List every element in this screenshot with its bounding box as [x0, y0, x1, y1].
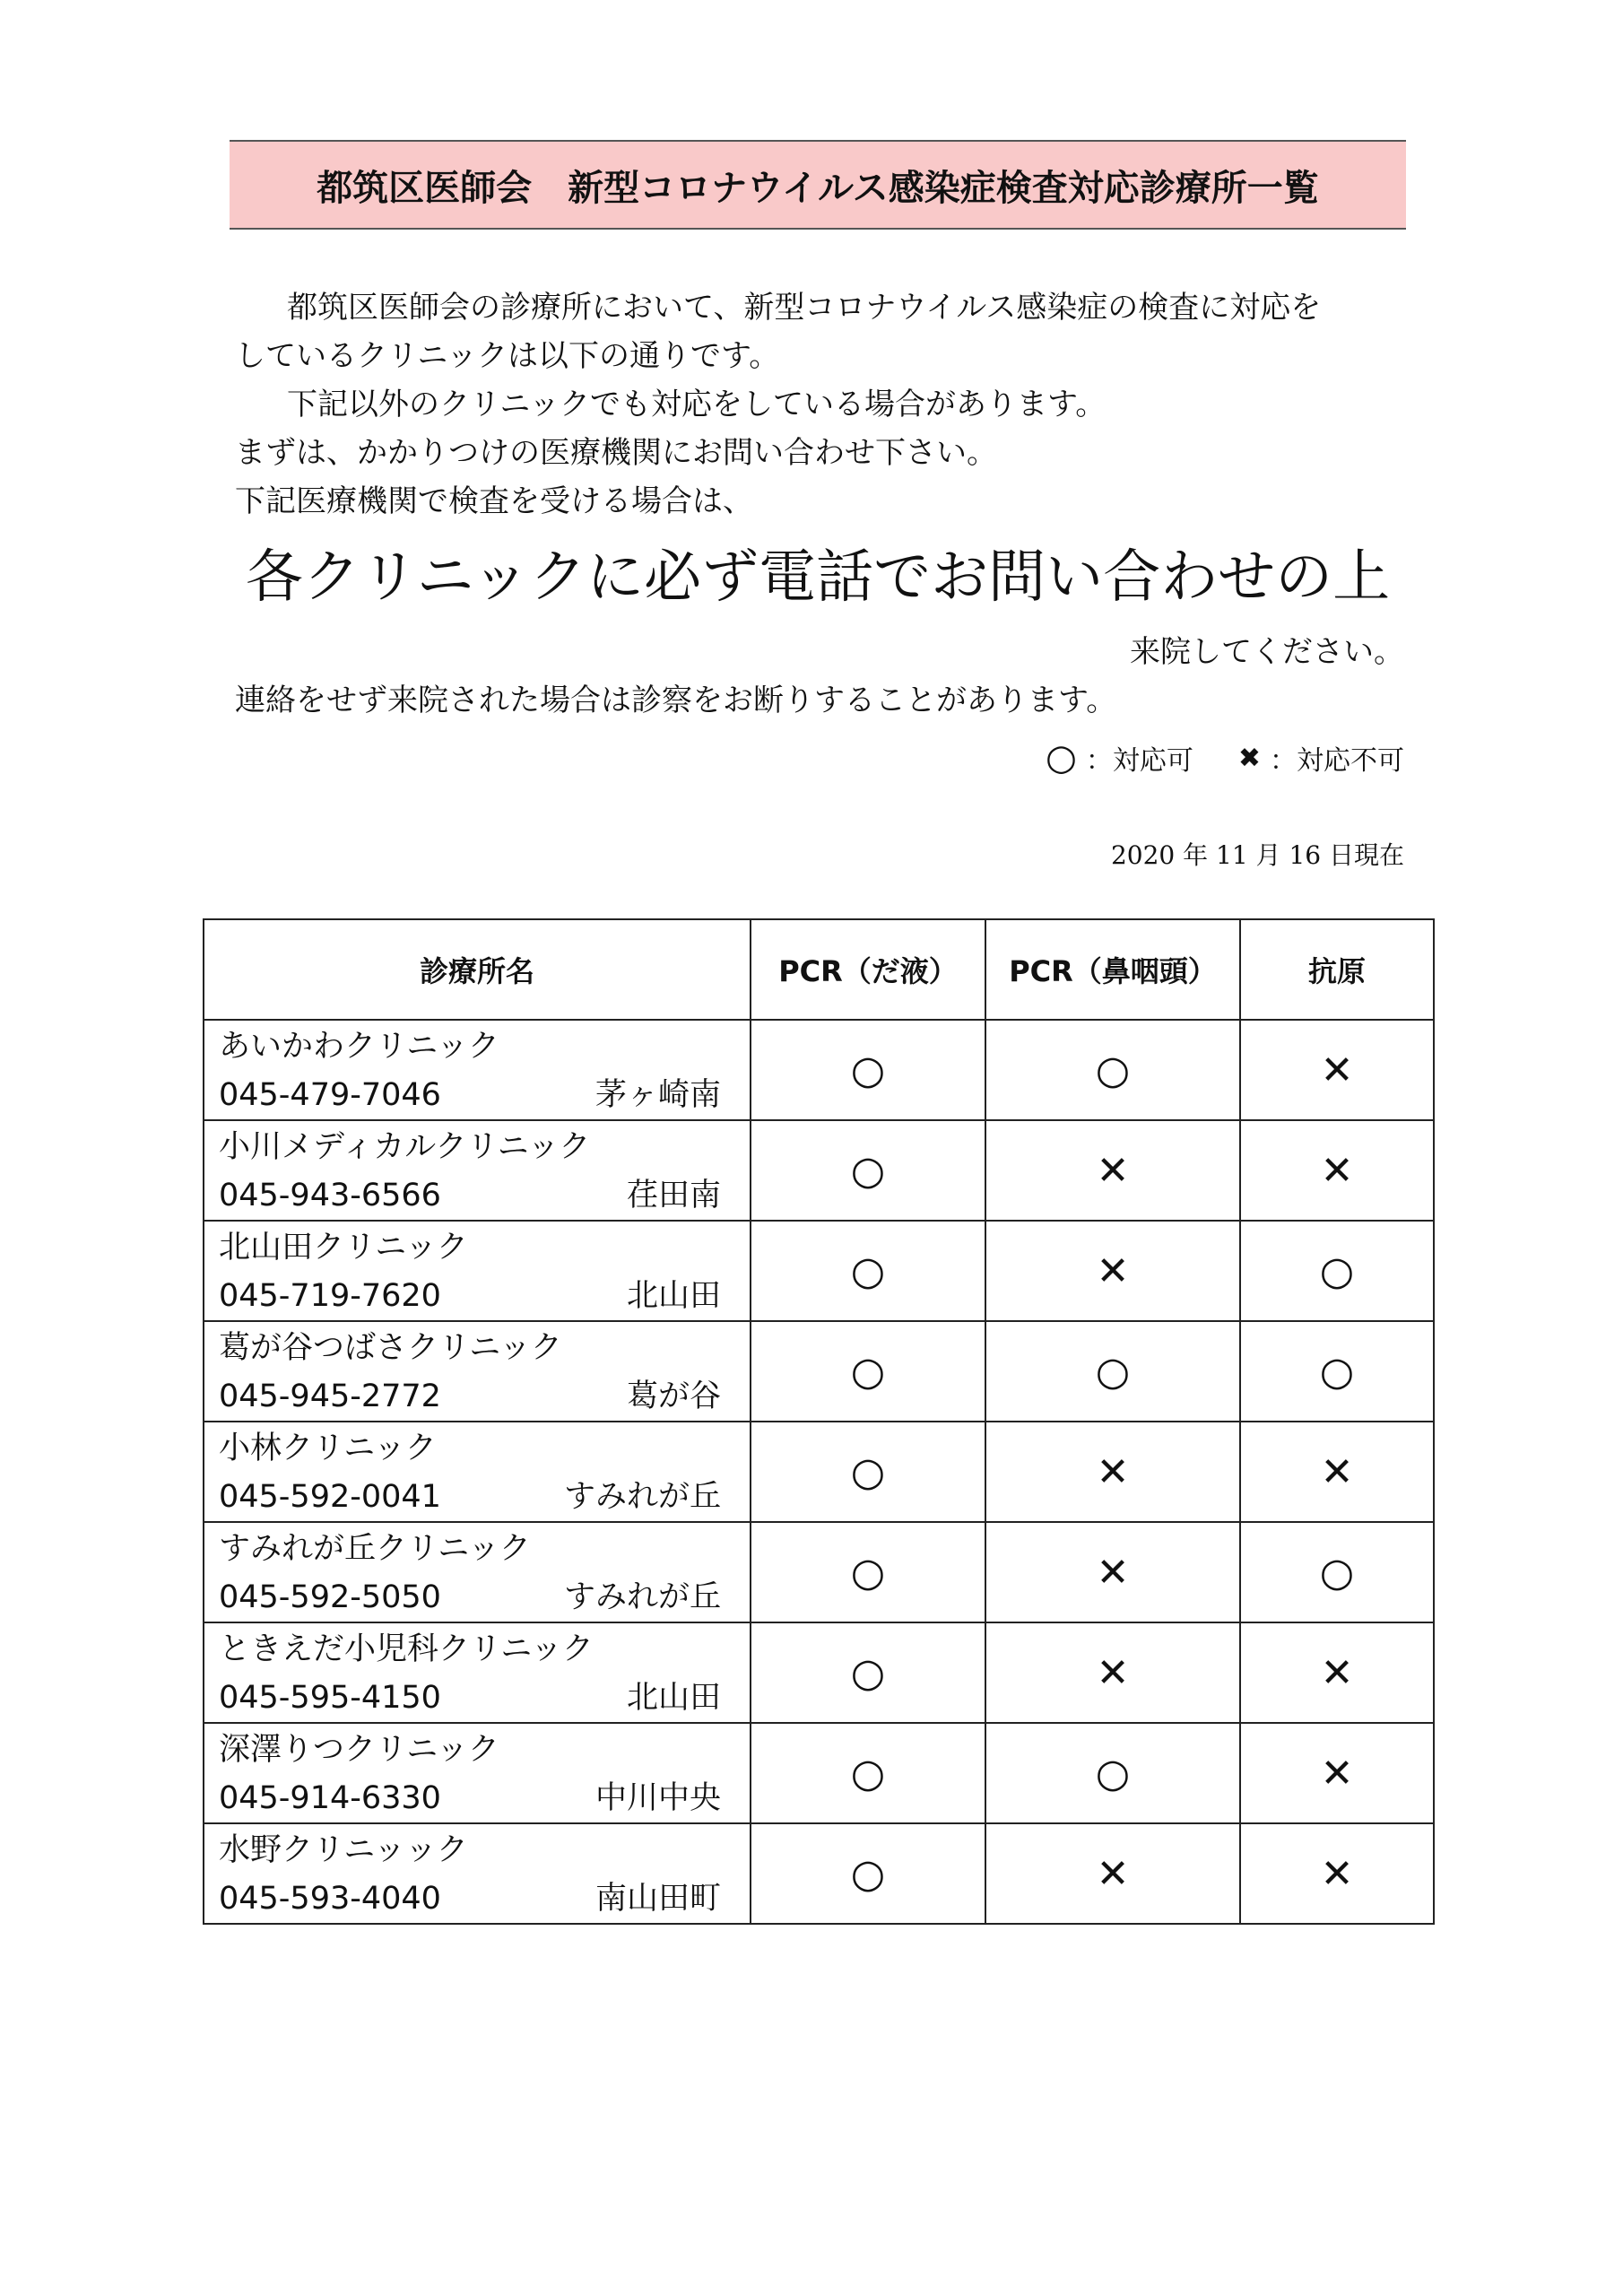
header-pcr-saliva: PCR（だ液） — [751, 919, 985, 1020]
clinic-name: 小林クリニック — [219, 1431, 437, 1466]
pcr-nasal-mark: ✕ — [985, 1823, 1240, 1924]
intro-line-7: 連絡をせず来院された場合は診察をお断りすることがあります。 — [235, 683, 1117, 718]
header-clinic-name: 診療所名 — [204, 919, 751, 1020]
legend-yes-symbol: ○ — [1045, 737, 1077, 778]
clinic-name: すみれが丘クリニック — [219, 1531, 531, 1567]
intro-line-4: まずは、かかりつけの医療機関にお問い合わせ下さい。 — [235, 435, 997, 471]
pcr-saliva-mark: ○ — [751, 1221, 985, 1321]
clinic-info-cell — [204, 1723, 751, 1823]
clinic-name: 小川メディカルクリニック — [219, 1129, 591, 1165]
pcr-saliva-mark: ○ — [751, 1422, 985, 1522]
antigen-mark: ✕ — [1240, 1823, 1434, 1924]
clinic-phone: 045-479-7046 — [219, 1077, 441, 1113]
clinic-area: 荏田南 — [626, 1178, 721, 1213]
pcr-nasal-mark: ✕ — [985, 1422, 1240, 1522]
clinic-phone: 045-592-0041 — [219, 1479, 441, 1515]
clinic-info-cell — [204, 1321, 751, 1422]
clinic-area: 葛が谷 — [626, 1378, 721, 1414]
table-row — [204, 1221, 1434, 1321]
clinic-area: 南山田町 — [595, 1881, 721, 1917]
legend-yes-label: ：対応可 — [1085, 745, 1193, 777]
document-title: 都筑区医師会 新型コロナウイルス感染症検査対応診療所一覧 — [230, 140, 1406, 230]
clinic-phone: 045-943-6566 — [219, 1178, 441, 1213]
clinic-info-cell — [204, 1522, 751, 1622]
intro-line-2: しているクリニックは以下の通りです。 — [235, 338, 780, 374]
clinic-phone: 045-593-4040 — [219, 1881, 441, 1917]
antigen-mark: ✕ — [1240, 1723, 1434, 1823]
antigen-mark: ✕ — [1240, 1020, 1434, 1120]
clinic-area: 北山田 — [626, 1680, 721, 1716]
clinic-name: 北山田クリニック — [219, 1230, 468, 1265]
as-of-date: 2020 年 11 月 16 日現在 — [1110, 840, 1404, 870]
intro-line-3: 下記以外のクリニックでも対応をしている場合があります。 — [256, 387, 1107, 422]
table-row — [204, 1120, 1434, 1221]
clinic-info-cell — [204, 1422, 751, 1522]
legend-no-symbol: ✖ — [1237, 742, 1261, 774]
header-antigen: 抗原 — [1240, 919, 1434, 1020]
pcr-nasal-mark: ✕ — [985, 1120, 1240, 1221]
table-row — [204, 1522, 1434, 1622]
clinic-table — [203, 918, 1435, 1925]
clinic-phone: 045-595-4150 — [219, 1680, 441, 1716]
clinic-info-cell — [204, 1622, 751, 1723]
pcr-saliva-mark: ○ — [751, 1522, 985, 1622]
header-pcr-nasal: PCR（鼻咽頭） — [985, 919, 1240, 1020]
table-header-row — [204, 919, 1434, 1020]
table-row — [204, 1321, 1434, 1422]
antigen-mark: ○ — [1240, 1321, 1434, 1422]
pcr-nasal-mark: ○ — [985, 1020, 1240, 1120]
pcr-nasal-mark: ✕ — [985, 1221, 1240, 1321]
clinic-name: 深澤りつクリニック — [219, 1732, 499, 1768]
pcr-nasal-mark: ✕ — [985, 1522, 1240, 1622]
antigen-mark: ✕ — [1240, 1622, 1434, 1723]
clinic-area: 北山田 — [626, 1278, 721, 1314]
clinic-name: 葛が谷つばさクリニック — [219, 1330, 562, 1366]
pcr-saliva-mark: ○ — [751, 1622, 985, 1723]
antigen-mark: ○ — [1240, 1522, 1434, 1622]
pcr-nasal-mark: ✕ — [985, 1622, 1240, 1723]
clinic-area: すみれが丘 — [563, 1579, 721, 1615]
antigen-mark: ○ — [1240, 1221, 1434, 1321]
intro-line-1: 都筑区医師会の診療所において、新型コロナウイルス感染症の検査に対応を — [256, 290, 1322, 326]
clinic-phone: 045-945-2772 — [219, 1378, 441, 1414]
pcr-saliva-mark: ○ — [751, 1120, 985, 1221]
table-row — [204, 1422, 1434, 1522]
pcr-saliva-mark: ○ — [751, 1723, 985, 1823]
clinic-area: 茅ヶ崎南 — [595, 1077, 721, 1113]
intro-line-6: 来院してください。 — [1130, 634, 1404, 670]
table-row — [204, 1723, 1434, 1823]
clinic-area: すみれが丘 — [563, 1479, 721, 1515]
pcr-saliva-mark: ○ — [751, 1321, 985, 1422]
table-row — [204, 1823, 1434, 1924]
clinic-name: あいかわクリニック — [219, 1029, 499, 1065]
legend-no-label: ：対応不可 — [1270, 745, 1404, 777]
intro-line-5: 下記医療機関で検査を受ける場合は、 — [235, 483, 753, 519]
clinic-name: ときえだ小児科クリニック — [219, 1631, 594, 1667]
clinic-phone: 045-719-7620 — [219, 1278, 441, 1314]
antigen-mark: ✕ — [1240, 1120, 1434, 1221]
table-row — [204, 1020, 1434, 1120]
clinic-info-cell — [204, 1020, 751, 1120]
legend — [1046, 737, 1404, 778]
clinic-phone: 045-914-6330 — [219, 1780, 441, 1816]
antigen-mark: ✕ — [1240, 1422, 1434, 1522]
emphasis-notice: 各クリニックに必ず電話でお問い合わせの上 — [245, 544, 1391, 611]
table-row — [204, 1622, 1434, 1723]
clinic-phone: 045-592-5050 — [219, 1579, 441, 1615]
clinic-info-cell — [204, 1823, 751, 1924]
clinic-area: 中川中央 — [595, 1780, 721, 1816]
clinic-info-cell — [204, 1221, 751, 1321]
clinic-info-cell — [204, 1120, 751, 1221]
pcr-saliva-mark: ○ — [751, 1020, 985, 1120]
pcr-nasal-mark: ○ — [985, 1723, 1240, 1823]
pcr-saliva-mark: ○ — [751, 1823, 985, 1924]
clinic-name: 水野クリニッック — [219, 1832, 468, 1868]
pcr-nasal-mark: ○ — [985, 1321, 1240, 1422]
